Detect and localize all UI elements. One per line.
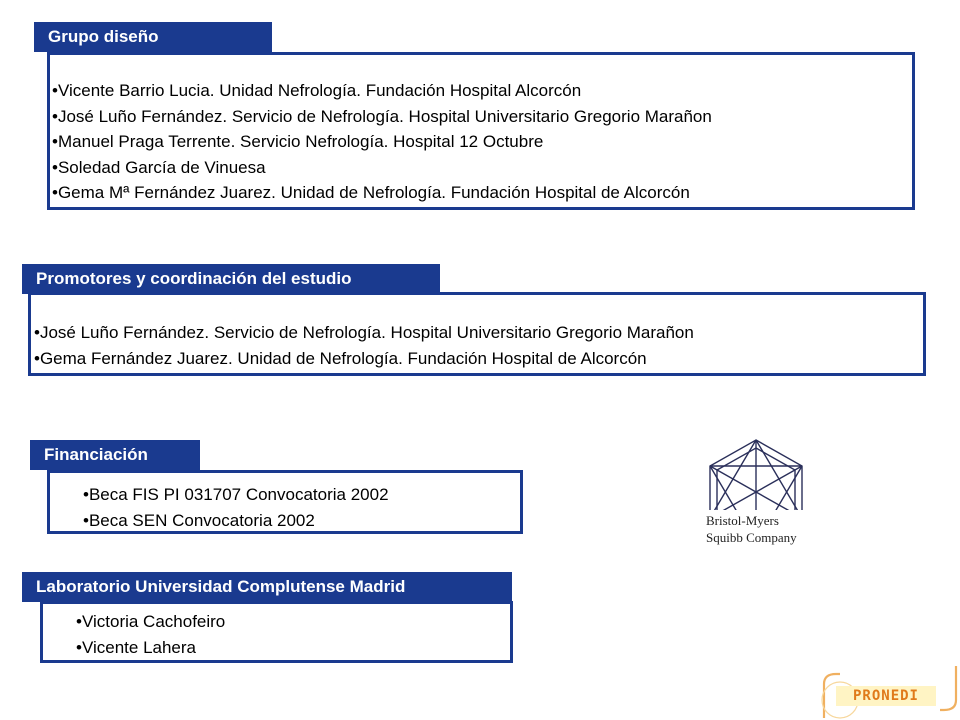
list-item: • Soledad García de Vinuesa [52,155,912,181]
pronedi-badge: PRONEDI [836,686,936,706]
list-item: • Vicente Lahera [76,635,510,661]
logo-line-2: Squibb Company [706,530,797,545]
section-title-financiacion: Financiación [30,440,200,470]
list-item: • Gema Mª Fernández Juarez. Unidad de Nefrología. Fundación Hospital de Alcorcón [52,180,912,206]
list-item: • Manuel Praga Terrente. Servicio Nefrología. Hospital 12 Octubre [52,129,912,155]
section-title-promotores: Promotores y coordinación del estudio [22,264,440,294]
list-item: • Beca FIS PI 031707 Convocatoria 2002 [83,482,520,508]
section-box-promotores [28,292,926,376]
list-item: • Victoria Cachofeiro [76,609,510,635]
list-item: • Gema Fernández Juarez. Unidad de Nefrología. Fundación Hospital de Alcorcón [34,346,923,372]
section-box-grupo-diseno [47,52,915,210]
member-list [52,78,912,206]
list-item: • José Luño Fernández. Servicio de Nefrología. Hospital Universitario Gregorio Marañon [34,320,923,346]
section-title-laboratorio: Laboratorio Universidad Complutense Madrid [22,572,512,602]
promoter-list [34,320,923,371]
logo-line-1: Bristol-Myers [706,513,779,528]
lab-list [76,609,510,660]
list-item: • José Luño Fernández. Servicio de Nefrología. Hospital Universitario Gregorio Marañon [52,104,912,130]
logo-wordmark [706,512,797,546]
section-title-grupo-diseno: Grupo diseño [34,22,272,52]
list-item: • Beca SEN Convocatoria 2002 [83,508,520,534]
section-box-laboratorio [40,601,513,663]
section-box-financiacion [47,470,523,534]
list-item: • Vicente Barrio Lucia. Unidad Nefrología. Fundación Hospital Alcorcón [52,78,912,104]
funding-list [83,482,520,533]
